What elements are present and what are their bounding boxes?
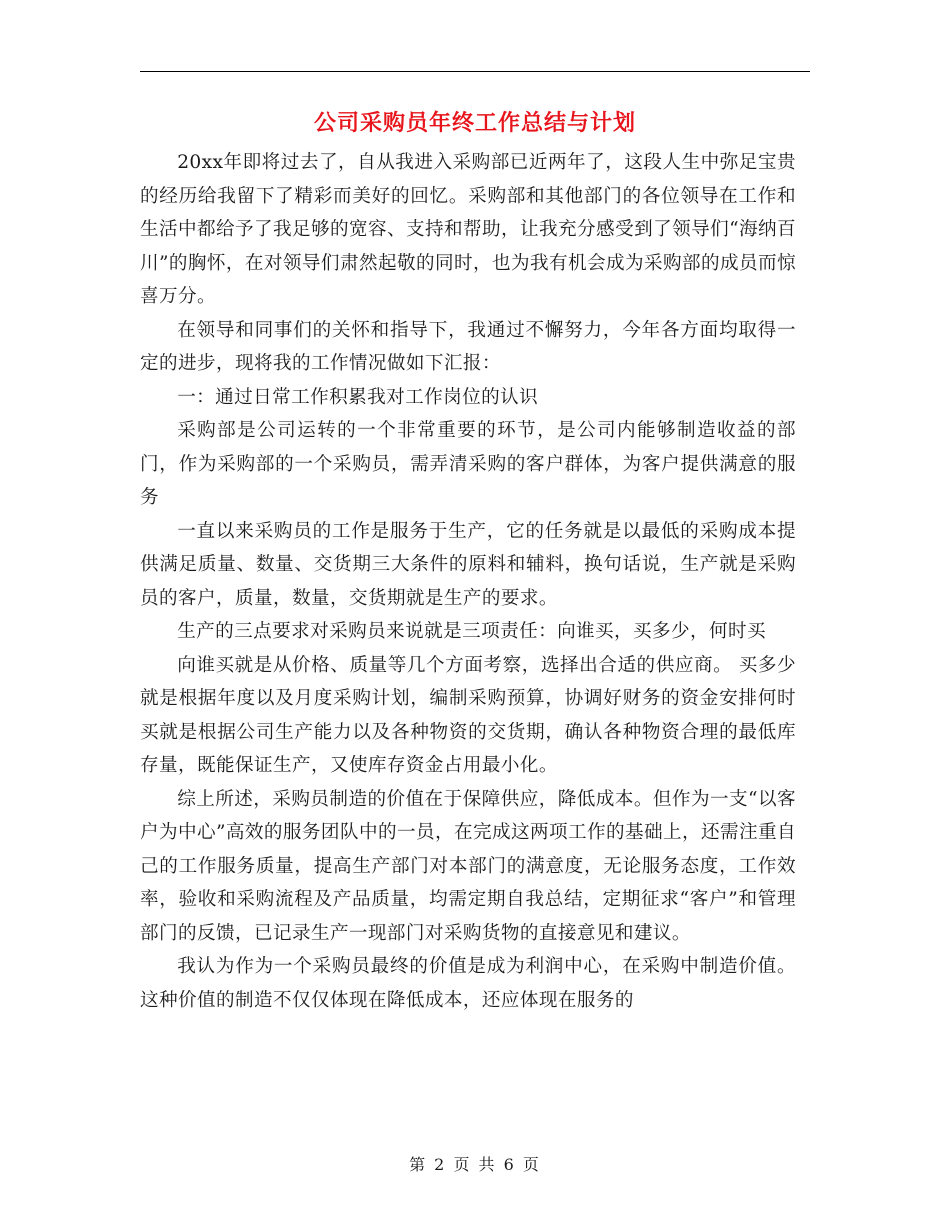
paragraph: 生产的三点要求对采购员来说就是三项责任：向谁买，买多少，何时买 (177, 621, 766, 642)
page-number: 第 2 页 共 6 页 (409, 1155, 541, 1174)
paragraph: 在领导和同事们的关怀和指导下，我通过不懈努力，今年各方面均取得一定的进步，现将我的工作情况做如下汇报： (140, 319, 796, 374)
paragraph: 向谁买就是从价格、质量等几个方面考察，选择出合适的供应商。 买多少就是根据年度以及月度采购计划，编制采购预算，协调好财务的资金安排何时买就是根据公司生产能力以及各种物资的交货期，确认各种物资合理的最低库存量，既能保证生产，又使库存资金占用最小化。 (140, 654, 796, 776)
section-heading: 一：通过日常工作积累我对工作岗位的认识 (177, 386, 539, 408)
paragraph: 综上所述，采购员制造的价值在于保障供应，降低成本。但作为一支“以客户为中心”高效的服务团队中的一员，在完成这两项工作的基础上，还需注重自己的工作服务质量，提高生产部门对本部门的满意度，无论服务态度，工作效率，验收和采购流程及产品质量，均需定期自我总结，定期征求“客户”和管理部门的反馈，已记录生产一现部门对采购货物的直接意见和建议。 (140, 788, 796, 944)
document-body (140, 146, 796, 1017)
paragraph: 20xx年即将过去了，自从我进入采购部已近两年了，这段人生中弥足宝贵的经历给我留下了精彩而美好的回忆。采购部和其他部门的各位领导在工作和生活中都给予了我足够的宽容、支持和帮助，让我充分感受到了领导们“海纳百川”的胸怀，在对领导们肃然起敬的同时，也为我有机会成为采购部的成员而惊喜万分。 (140, 152, 796, 307)
paragraph: 采购部是公司运转的一个非常重要的环节，是公司内能够制造收益的部门，作为采购部的一个采购员，需弄清采购的客户群体，为客户提供满意的服务 (140, 420, 796, 508)
paragraph: 我认为作为一个采购员最终的价值是成为利润中心，在采购中制造价值。这种价值的制造不仅仅体现在降低成本，还应体现在服务的 (140, 956, 796, 1011)
header-rule (140, 71, 810, 72)
document-title: 公司采购员年终工作总结与计划 (313, 111, 636, 136)
paragraph: 一直以来采购员的工作是服务于生产，它的任务就是以最低的采购成本提供满足质量、数量、交货期三大条件的原料和辅料，换句话说，生产就是采购员的客户，质量，数量，交货期就是生产的要求。 (140, 520, 796, 609)
